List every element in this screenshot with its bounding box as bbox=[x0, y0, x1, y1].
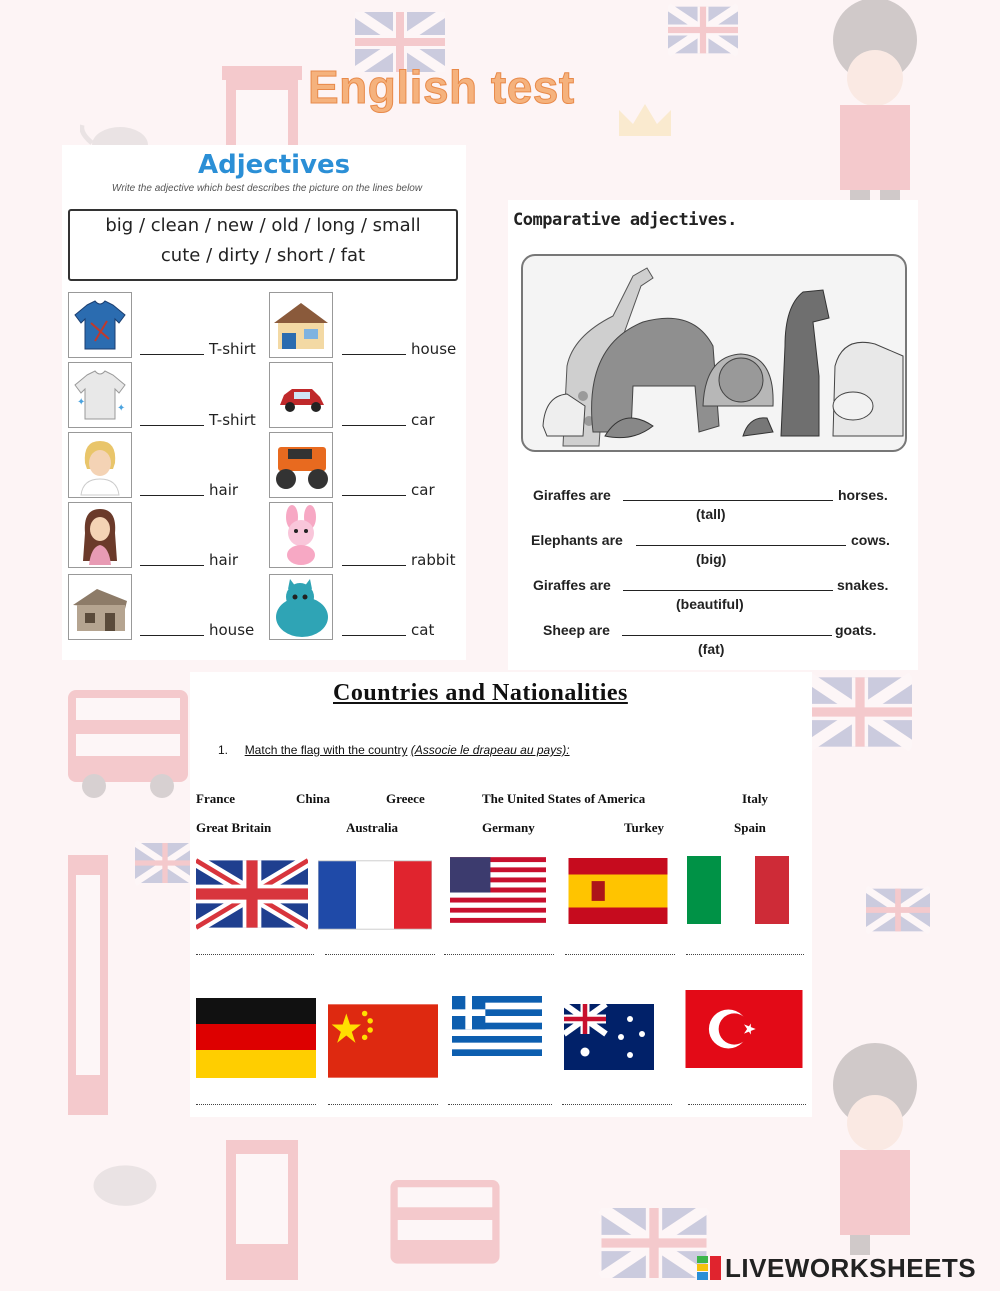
answer-line[interactable] bbox=[342, 635, 406, 636]
australia-flag-icon bbox=[564, 1002, 654, 1072]
answer-dotted-line[interactable] bbox=[565, 954, 675, 955]
instruction-text: Match the flag with the country bbox=[244, 743, 408, 757]
double-decker-bus-icon bbox=[68, 690, 188, 800]
answer-dotted-line[interactable] bbox=[562, 1104, 672, 1105]
countries-instruction bbox=[218, 743, 570, 757]
white-tshirt-icon bbox=[68, 362, 132, 428]
turkey-flag-icon bbox=[684, 990, 804, 1068]
answer-dotted-line[interactable] bbox=[196, 954, 314, 955]
item-label: house bbox=[209, 621, 255, 639]
answer-line[interactable] bbox=[140, 635, 204, 636]
horse-icon bbox=[781, 290, 829, 436]
answer-line[interactable] bbox=[623, 500, 833, 501]
question-end: horses. bbox=[838, 487, 888, 503]
double-decker-bus-icon bbox=[360, 1180, 530, 1280]
answer-line[interactable] bbox=[342, 425, 406, 426]
answer-line[interactable] bbox=[140, 354, 204, 355]
fat-cat-icon bbox=[269, 574, 333, 640]
country-name: Turkey bbox=[624, 820, 664, 835]
union-jack-icon bbox=[808, 668, 912, 756]
question-end: goats. bbox=[835, 622, 877, 638]
question-start: Giraffes are bbox=[533, 487, 611, 503]
answer-dotted-line[interactable] bbox=[686, 954, 804, 955]
liveworksheets-logo[interactable] bbox=[697, 1253, 976, 1284]
instruction-number: 1. bbox=[218, 743, 229, 757]
uk-flag-icon bbox=[196, 858, 308, 930]
answer-line[interactable] bbox=[622, 635, 832, 636]
logo-text: LIVEWORKSHEETS bbox=[725, 1253, 977, 1283]
adjectives-title: Adjectives bbox=[198, 150, 351, 180]
question-start: Giraffes are bbox=[533, 577, 611, 593]
answer-line[interactable] bbox=[623, 590, 833, 591]
answer-dotted-line[interactable] bbox=[196, 1104, 316, 1105]
telephone-box-icon bbox=[68, 855, 108, 1115]
question-start: Elephants are bbox=[531, 532, 623, 548]
country-name: Spain bbox=[734, 820, 766, 835]
countries-title: Countries and Nationalities bbox=[333, 680, 628, 706]
country-name: Germany bbox=[482, 820, 535, 835]
royal-guard-icon bbox=[810, 0, 940, 210]
answer-dotted-line[interactable] bbox=[688, 1104, 806, 1105]
country-name: The United States of America bbox=[482, 791, 646, 806]
union-jack-icon bbox=[598, 1208, 710, 1278]
animals-illustration bbox=[521, 254, 907, 452]
blue-tshirt-icon bbox=[68, 292, 132, 358]
item-label: car bbox=[411, 411, 435, 429]
telephone-box-icon bbox=[222, 1130, 302, 1280]
answer-line[interactable] bbox=[140, 565, 204, 566]
germany-flag-icon bbox=[196, 998, 316, 1078]
answer-line[interactable] bbox=[342, 354, 406, 355]
item-label: hair bbox=[209, 551, 239, 569]
page-title: English test bbox=[308, 61, 575, 113]
country-name: France bbox=[196, 791, 235, 806]
royal-guard-icon bbox=[810, 1020, 940, 1280]
country-name: Italy bbox=[742, 791, 768, 806]
italy-flag-icon bbox=[686, 856, 790, 924]
country-name: Great Britain bbox=[196, 820, 272, 835]
spain-flag-icon bbox=[568, 858, 668, 924]
country-name: Australia bbox=[346, 820, 398, 835]
union-jack-icon bbox=[135, 838, 195, 888]
item-label: rabbit bbox=[411, 551, 456, 569]
question-end: cows. bbox=[851, 532, 890, 548]
cow-icon bbox=[833, 342, 903, 436]
usa-flag-icon bbox=[450, 854, 546, 926]
teapot-icon bbox=[80, 1150, 170, 1210]
answer-line[interactable] bbox=[342, 495, 406, 496]
svg-text:✦: ✦ bbox=[117, 403, 126, 414]
word-bank bbox=[68, 209, 458, 281]
question-hint: (fat) bbox=[698, 641, 725, 657]
union-jack-heart-icon bbox=[668, 0, 738, 60]
country-name: China bbox=[296, 791, 330, 806]
question-start: Sheep are bbox=[543, 622, 610, 638]
union-jack-heart-icon bbox=[866, 880, 930, 940]
short-hair-woman-icon bbox=[68, 432, 132, 498]
item-label: T-shirt bbox=[209, 340, 256, 358]
question-end: snakes. bbox=[837, 577, 889, 593]
greece-flag-icon bbox=[450, 996, 544, 1056]
hen-icon bbox=[743, 418, 773, 436]
instruction-french: (Associe le drapeau au pays): bbox=[410, 743, 570, 757]
france-flag-icon bbox=[318, 860, 432, 930]
item-label: T-shirt bbox=[209, 411, 256, 429]
answer-dotted-line[interactable] bbox=[444, 954, 554, 955]
answer-dotted-line[interactable] bbox=[448, 1104, 552, 1105]
answer-dotted-line[interactable] bbox=[325, 954, 435, 955]
country-name: Greece bbox=[386, 791, 425, 806]
word-bank-row: big / clean / new / old / long / small bbox=[105, 215, 421, 236]
item-label: cat bbox=[411, 621, 435, 639]
answer-dotted-line[interactable] bbox=[328, 1104, 438, 1105]
liveworksheets-mark-icon bbox=[697, 1256, 721, 1280]
cute-rabbit-icon bbox=[269, 502, 333, 568]
adjectives-instruction: Write the adjective which best describes the picture on the lines below bbox=[111, 183, 423, 194]
answer-line[interactable] bbox=[636, 545, 846, 546]
old-house-icon bbox=[68, 574, 132, 640]
item-label: house bbox=[411, 340, 457, 358]
comparative-title: Comparative adjectives. bbox=[513, 210, 737, 230]
item-label: hair bbox=[209, 481, 239, 499]
answer-line[interactable] bbox=[342, 565, 406, 566]
svg-text:✦: ✦ bbox=[77, 397, 86, 408]
answer-line[interactable] bbox=[140, 495, 204, 496]
item-label: car bbox=[411, 481, 435, 499]
word-bank-row: cute / dirty / short / fat bbox=[160, 245, 366, 266]
question-hint: (big) bbox=[696, 551, 727, 567]
new-house-icon bbox=[269, 292, 333, 358]
big-truck-icon bbox=[269, 432, 333, 498]
china-flag-icon bbox=[328, 1004, 438, 1078]
question-hint: (tall) bbox=[696, 506, 726, 522]
question-hint: (beautiful) bbox=[676, 596, 744, 612]
crown-icon bbox=[615, 100, 675, 140]
small-car-icon bbox=[269, 362, 333, 428]
answer-line[interactable] bbox=[140, 425, 204, 426]
long-hair-woman-icon bbox=[68, 502, 132, 568]
